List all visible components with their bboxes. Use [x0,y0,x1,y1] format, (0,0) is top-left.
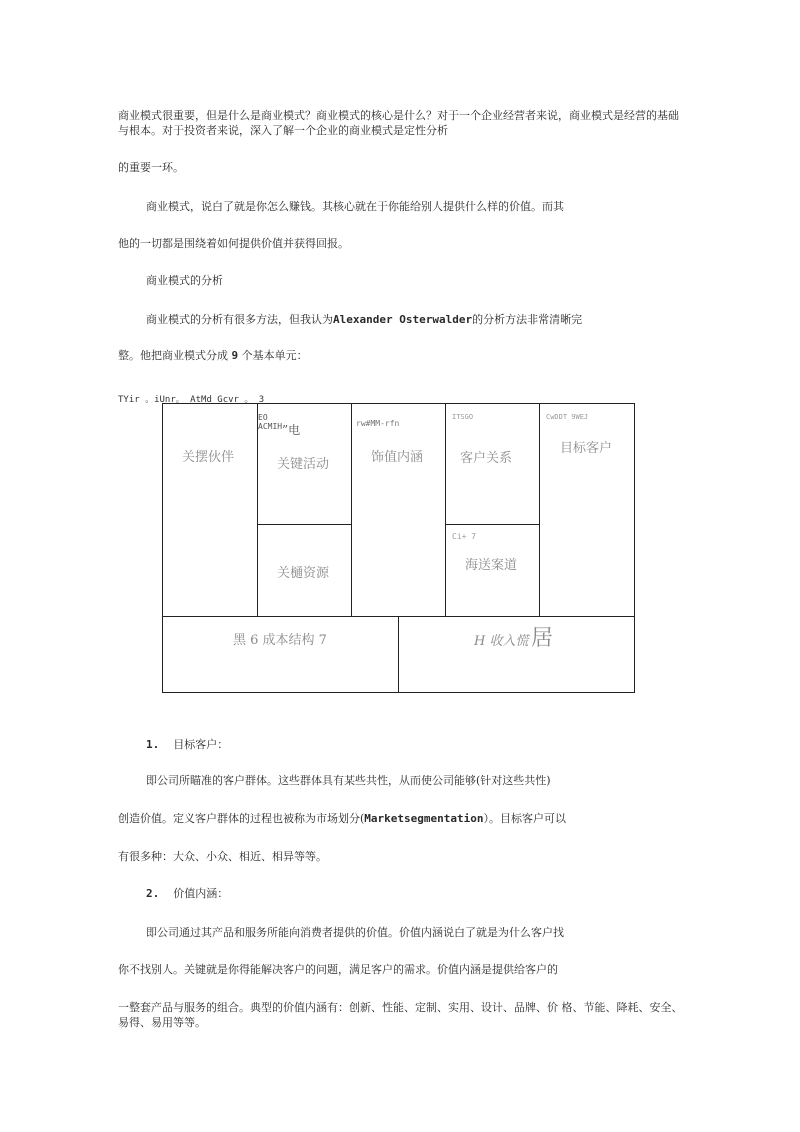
activities-cell [257,403,352,525]
activities-symbol: ”电 [282,423,301,437]
author-name: Alexander Osterwalder [333,313,473,326]
section-1-number: 1. [146,738,160,751]
analysis-heading: 商业模式的分析 [146,274,223,287]
section-2-line-3: 一整套产品与服务的组合。典型的价值内涵有：创新、性能、定制、实用、设计、品牌、价 格、节能、降耗、安全、易得、易用等等。 [118,1001,683,1029]
analysis-text: 个基本单元： [241,349,308,362]
revenue-cell [398,616,635,693]
section-1-line-1: 即公司所瞄准的客户群体。这些群体具有某些共性，从而使公司能够(针对这些共性) [146,774,551,787]
value-tag: rw#MM-rfn [356,419,400,428]
canvas-caption: TYir 。iUnr。 AtMd Gcvr 。 3 [118,395,265,405]
revenue-label: H 收入慌 [474,634,529,649]
segments-tag: CwDDT 9WEJ [546,413,589,421]
analysis-line-1 [146,312,582,327]
activities-tag: EO ACMIH [258,413,283,431]
resources-label: 关樋资源 [277,566,330,581]
essence-line-2: 他的一切都是围绕着如何提供价值并获得回报。 [118,237,349,250]
unit-count: 9 [231,349,239,362]
section-2-line-2: 你不找别人。关键就是你得能解决客户的问题，满足客户的需求。价值内涵是提供给客户的 [118,963,558,976]
section-1-text: ）。目标客户可以 [483,812,567,825]
market-segmentation-term: Marketsegmentation [364,812,484,825]
channels-label: 海送案道 [465,558,518,573]
partners-cell [162,403,258,617]
segments-cell [539,403,635,617]
value-label: 饰值内涵 [371,450,424,465]
section-2-number: 2. [146,887,160,900]
section-2-title: 价值内涵： [173,887,229,900]
channels-cell [445,524,540,617]
section-1-line-3: 有很多种：大众、小众、相近、相异等等。 [118,850,327,863]
section-1-heading [146,737,228,752]
section-1-title: 目标客户： [173,738,229,751]
analysis-text: 商业模式的分析有很多方法，但我认为 [146,313,333,326]
resources-cell [257,524,352,617]
cost-cell [162,616,399,693]
intro-paragraph-end: 的重要一环。 [118,161,184,174]
relations-label: 客户关系 [460,451,513,466]
cost-label: 黑 6 成本结构 7 [233,633,327,648]
section-1-text: 创造价值。定义客户群体的过程也被称为市场划分( [118,812,365,825]
business-model-canvas [162,403,635,693]
section-2-heading [146,886,228,901]
relations-tag: ITSGO [452,413,474,421]
segments-label: 目标客户 [560,441,613,456]
analysis-line-2 [118,348,308,363]
section-1-line-2 [118,811,566,826]
activities-label: 关键活动 [277,457,330,472]
channels-tag: Ci+ 7 [452,532,477,541]
relations-cell [445,403,540,525]
partners-label: 关摆伙伴 [182,450,235,465]
intro-paragraph: 商业模式很重要，但是什么是商业模式？商业模式的核心是什么？对于一个企业经营者来说，商业模式是经营的基础与根本。对于投资者来说，深入了解一个企业的商业模式是定性分析 [118,109,679,137]
value-cell [351,403,446,617]
analysis-text: 的分析方法非常清晰完 [472,313,583,326]
revenue-glyph: 居 [531,626,554,651]
analysis-text: 整。他把商业模式分成 [118,349,228,362]
essence-line-1: 商业模式，说白了就是你怎么赚钱。其核心就在于你能给别人提供什么样的价值。而其 [146,200,564,213]
section-2-line-1: 即公司通过其产品和服务所能向消费者提供的价值。价值内涵说白了就是为什么客户找 [146,926,564,939]
